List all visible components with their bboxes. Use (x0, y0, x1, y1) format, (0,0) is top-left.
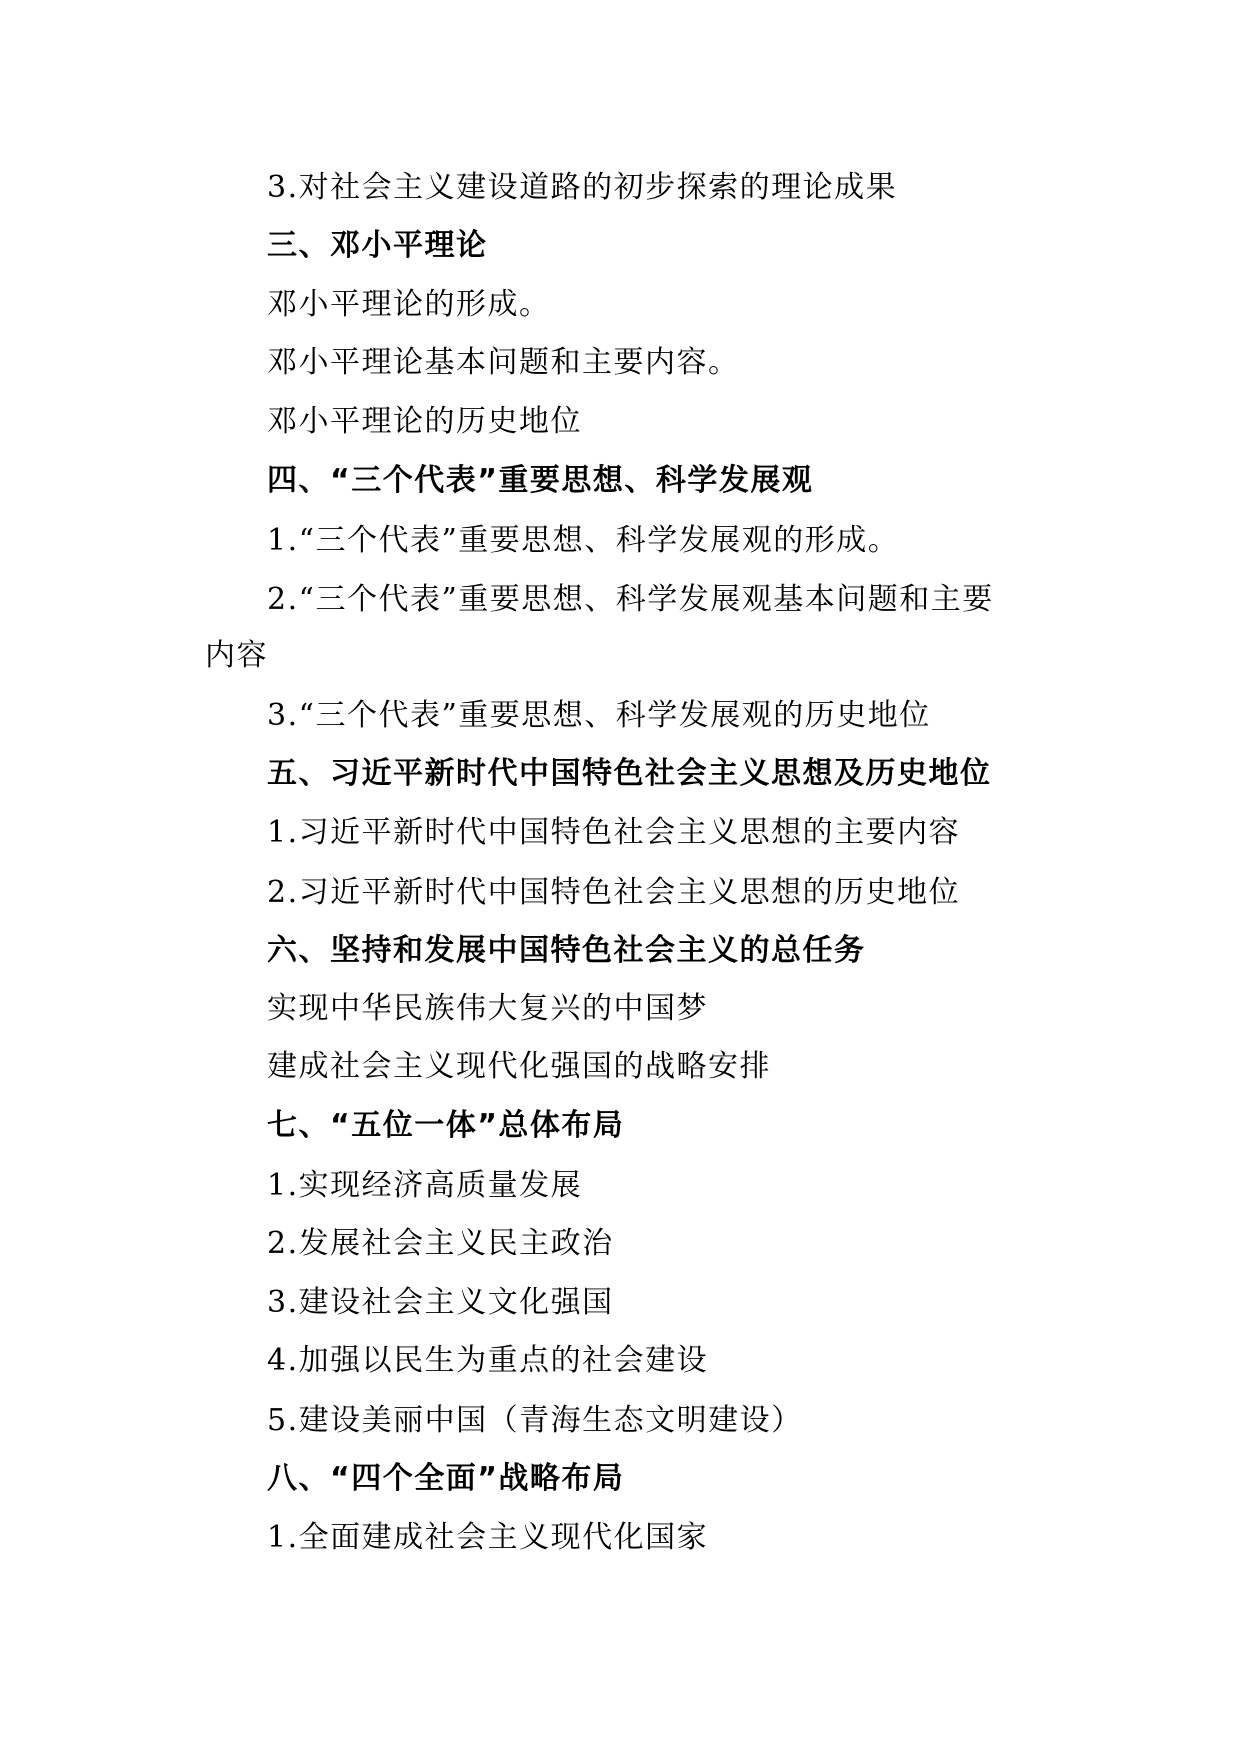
section-heading: 五、习近平新时代中国特色社会主义思想及历史地位 (267, 756, 992, 791)
list-item: 2.“三个代表”重要思想、科学发展观基本问题和主要 (267, 582, 994, 617)
list-item: 1.习近平新时代中国特色社会主义思想的主要内容 (267, 815, 961, 850)
list-item: 邓小平理论的历史地位 (267, 404, 582, 439)
section-heading: 三、邓小平理论 (267, 228, 488, 263)
list-item: 1.“三个代表”重要思想、科学发展观的形成。 (267, 523, 900, 558)
list-item-continuation: 内容 (205, 638, 268, 673)
section-heading: 四、“三个代表”重要思想、科学发展观 (267, 463, 814, 498)
list-item: 5.建设美丽中国（青海生态文明建设） (267, 1403, 803, 1438)
list-item: 3.建设社会主义文化强国 (267, 1285, 614, 1320)
list-item: 1.实现经济高质量发展 (267, 1168, 583, 1203)
section-heading: 七、“五位一体”总体布局 (267, 1108, 625, 1143)
list-item: 邓小平理论基本问题和主要内容。 (267, 345, 740, 380)
section-heading: 八、“四个全面”战略布局 (267, 1461, 625, 1496)
list-item: 实现中华民族伟大复兴的中国梦 (267, 991, 708, 1026)
list-item: 1.全面建成社会主义现代化国家 (267, 1520, 709, 1555)
list-item: 2.习近平新时代中国特色社会主义思想的历史地位 (267, 875, 961, 910)
section-heading: 六、坚持和发展中国特色社会主义的总任务 (267, 933, 866, 968)
list-item: 3.“三个代表”重要思想、科学发展观的历史地位 (267, 698, 931, 733)
list-item: 2.发展社会主义民主政治 (267, 1226, 614, 1261)
list-item: 建成社会主义现代化强国的战略安排 (267, 1049, 771, 1084)
list-item: 3.对社会主义建设道路的初步探索的理论成果 (267, 170, 898, 205)
list-item: 4.加强以民生为重点的社会建设 (267, 1343, 709, 1378)
list-item: 邓小平理论的形成。 (267, 287, 551, 322)
